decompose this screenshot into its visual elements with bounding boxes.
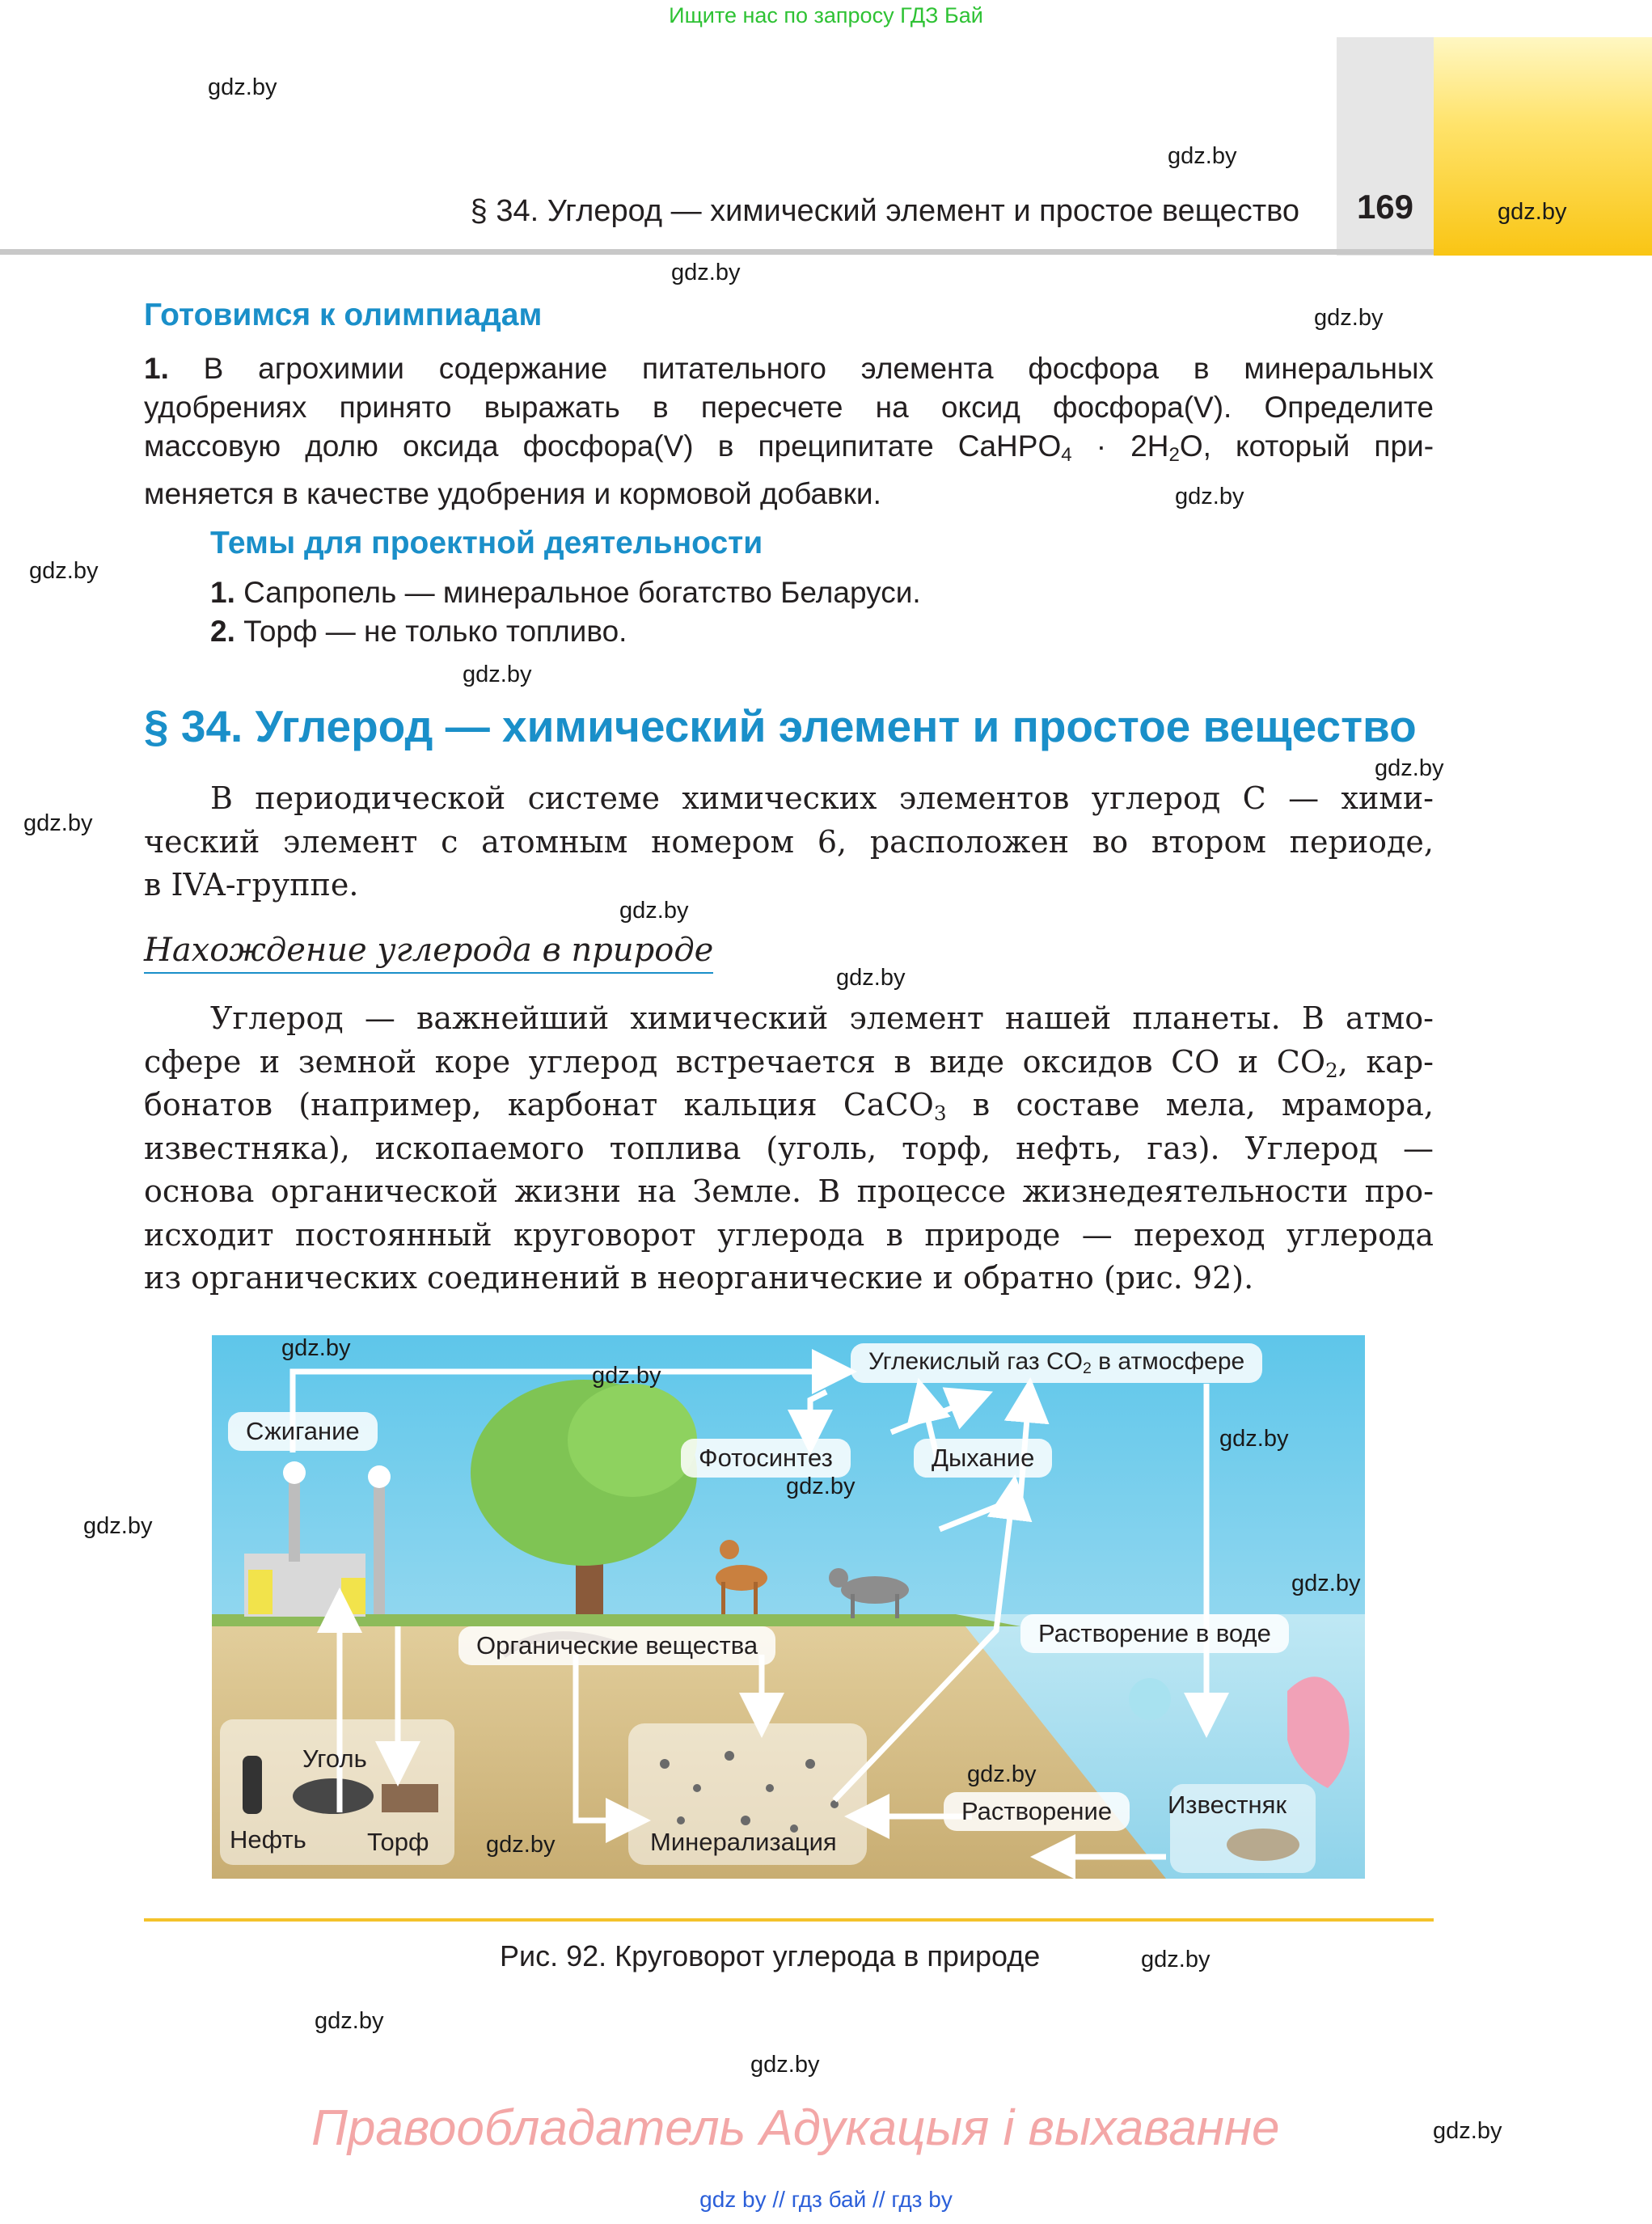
text-line: в IVA-группе. (144, 867, 359, 903)
header-rule (0, 249, 1434, 255)
watermark: gdz.by (315, 2008, 384, 2034)
watermark: gdz.by (23, 810, 93, 836)
watermark: gdz.by (281, 1335, 351, 1361)
watermark: gdz.by (836, 965, 906, 991)
label-burning: Сжигание (228, 1412, 378, 1451)
figure-caption: Рис. 92. Круговорот углерода в природе (500, 1939, 1041, 1972)
intro-paragraph (144, 777, 1434, 907)
label-photosynthesis: Фотосинтез (681, 1439, 851, 1478)
text-line: основа органической жизни на Земле. В процессе жизнедеятельности про- (144, 1173, 1434, 1209)
project-item: 2. Торф — не только топливо. (210, 615, 627, 648)
watermark: gdz.by (592, 1363, 661, 1389)
text-line: исходит постоянный круговорот углерода в природе — переход углерода (144, 1216, 1434, 1253)
limestone-icon (1227, 1829, 1299, 1861)
watermark: gdz.by (1314, 305, 1384, 331)
watermark: gdz.by (750, 2052, 820, 2078)
text-line: Углерод — важнейший химический элемент нашей планеты. В атмо- (210, 1000, 1434, 1036)
watermark: gdz.by (83, 1513, 153, 1539)
carbon-cycle-figure (212, 1335, 1365, 1879)
subheading: Нахождение углерода в природе (144, 932, 713, 974)
peat-icon (382, 1784, 438, 1812)
label-peat: Торф (367, 1828, 429, 1856)
projects-heading: Темы для проектной деятельности (210, 526, 763, 560)
watermark: gdz.by (1375, 755, 1444, 781)
label-dissolution-in-water: Растворение в воде (1020, 1614, 1289, 1653)
watermark: gdz.by (1141, 1947, 1210, 1972)
text-line: В периодической системе химических элементов углерод C — хими- (210, 780, 1434, 816)
label-mineralization: Минерализация (650, 1828, 837, 1856)
text-line: ческий элемент с атомным номером 6, расположен во втором периоде, (144, 823, 1434, 860)
watermark: gdz.by (208, 74, 277, 100)
watermark: gdz.by (619, 898, 689, 924)
caption-rule (144, 1918, 1434, 1922)
task-number: 1. (144, 352, 169, 385)
task-line: удобрениях принято выражать в пересчете на оксид фосфора(V). Определите (144, 391, 1434, 424)
watermark: gdz.by (786, 1474, 856, 1499)
watermark: gdz.by (1433, 2118, 1502, 2144)
watermark: gdz.by (671, 260, 741, 285)
bottom-links[interactable]: gdz by // гдз бай // гдз by (699, 2187, 953, 2212)
label-respiration: Дыхание (914, 1439, 1052, 1478)
oil-flask-icon (243, 1756, 262, 1814)
task-line: В агрохимии содержание питательного элемента фосфора в минеральных (203, 352, 1434, 385)
label-atmosphere-co2: Углекислый газ $CO_2$ в атмосфере (851, 1343, 1262, 1383)
text-line: бонатов (например, карбонат кальция CaCO$_3$ в составе мела, мрамора, (144, 1087, 1434, 1126)
page-number: 169 (1356, 188, 1414, 226)
text-line: известняка), ископаемого топлива (уголь, торф, нефть, газ). Углерод — (144, 1130, 1434, 1166)
jellyfish-icon (1129, 1678, 1171, 1720)
watermark: gdz.by (1175, 484, 1244, 509)
watermark: gdz.by (967, 1761, 1037, 1787)
watermark: gdz.by (486, 1832, 556, 1858)
label-dissolution: Растворение (944, 1792, 1130, 1831)
copyright-notice: Правообладатель Адукацыя і выхаванне (311, 2100, 1280, 2156)
olympiad-heading: Готовимся к олимпиадам (144, 298, 543, 332)
top-banner[interactable]: Ищите нас по запросу ГДЗ Бай (669, 3, 983, 27)
task-line: массовую долю оксида фосфора(V) в преципитате CaHPO$_4$ · $2H_2O$, который при- (144, 429, 1434, 466)
watermark: gdz.by (463, 662, 532, 687)
watermark: gdz.by (1168, 143, 1237, 169)
label-coal: Уголь (302, 1744, 367, 1773)
olympiad-task (144, 349, 1434, 514)
label-oil: Нефть (230, 1825, 306, 1854)
watermark: gdz.by (1219, 1426, 1289, 1452)
label-limestone: Известняк (1168, 1791, 1287, 1819)
coal-icon (293, 1778, 374, 1814)
watermark: gdz.by (1498, 199, 1567, 225)
text-line: из органических соединений в неорганические и обратно (рис. 92). (144, 1260, 1254, 1296)
label-organic-matter: Органические вещества (458, 1626, 775, 1665)
section-title: § 34. Углерод — химический элемент и простое вещество (144, 701, 1417, 751)
text-line: сфере и земной коре углерод встречается в виде оксидов CO и $CO_2$, кар- (144, 1043, 1434, 1082)
running-header: § 34. Углерод — химический элемент и простое вещество (470, 194, 1299, 228)
watermark: gdz.by (29, 558, 99, 584)
task-line: меняется в качестве удобрения и кормовой добавки. (144, 477, 881, 510)
project-item: 1. Сапропель — минеральное богатство Беларуси. (210, 576, 921, 609)
body-paragraph (144, 997, 1434, 1300)
watermark: gdz.by (1291, 1571, 1361, 1596)
